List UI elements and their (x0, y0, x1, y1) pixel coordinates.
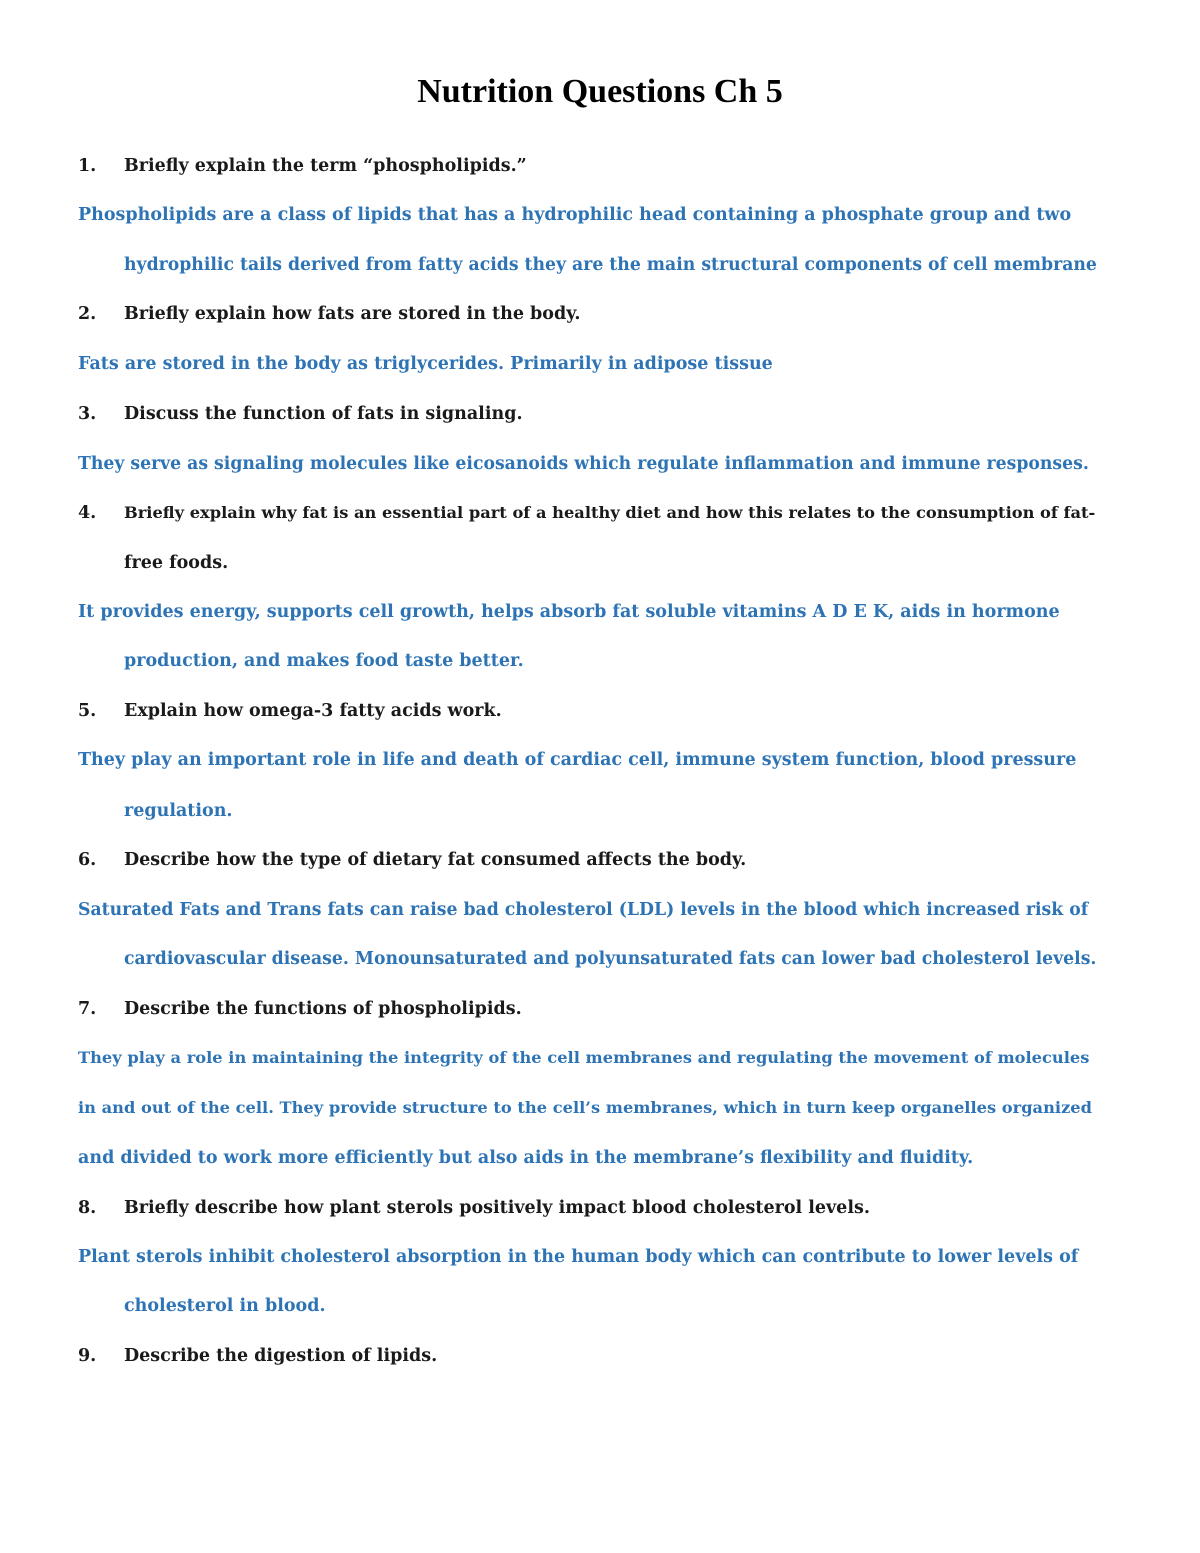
answer-text: hydrophilic tails derived from fatty acids they are the main structural components of cell membrane (124, 255, 1097, 275)
question-number: 4. (78, 503, 97, 523)
question-text: Briefly describe how plant sterols positively impact blood cholesterol levels. (124, 1198, 870, 1218)
question-text: Describe how the type of dietary fat consumed affects the body. (124, 850, 747, 870)
question-number: 2. (78, 304, 97, 324)
answer-text: Saturated Fats and Trans fats can raise bad cholesterol (LDL) levels in the blood which increased risk of (78, 900, 1089, 920)
question-text: Describe the functions of phospholipids. (124, 999, 522, 1019)
question-number: 3. (78, 404, 97, 424)
answer-text: They serve as signaling molecules like eicosanoids which regulate inflammation and immune responses. (78, 454, 1089, 474)
answer-text: cardiovascular disease. Monounsaturated and polyunsaturated fats can lower bad cholesterol levels. (124, 949, 1097, 969)
question-number: 6. (78, 850, 97, 870)
answer-text: It provides energy, supports cell growth, helps absorb fat soluble vitamins A D E K, aids in hormone (78, 602, 1060, 622)
answer-text: and divided to work more efficiently but also aids in the membrane’s flexibility and fluidity. (78, 1148, 974, 1168)
answer-text: They play an important role in life and death of cardiac cell, immune system function, blood pressure (78, 750, 1077, 770)
answer-text: cholesterol in blood. (124, 1296, 326, 1316)
question-text: Briefly explain how fats are stored in the body. (124, 304, 581, 324)
question-number: 8. (78, 1198, 97, 1218)
question-text: Briefly explain why fat is an essential part of a healthy diet and how this relates to the consumption of fat- (124, 503, 1096, 522)
question-number: 7. (78, 999, 97, 1019)
question-number: 1. (78, 156, 97, 176)
question-text: free foods. (124, 553, 229, 573)
answer-text: Fats are stored in the body as triglycerides. Primarily in adipose tissue (78, 354, 773, 374)
question-text: Explain how omega-3 fatty acids work. (124, 701, 502, 721)
answer-text: production, and makes food taste better. (124, 651, 524, 671)
question-text: Discuss the function of fats in signaling. (124, 404, 523, 424)
question-number: 9. (78, 1346, 97, 1366)
answer-text: in and out of the cell. They provide structure to the cell’s membranes, which in turn keep organelles organized (78, 1098, 1093, 1117)
document-title: Nutrition Questions Ch 5 (417, 73, 783, 110)
answer-text: They play a role in maintaining the integrity of the cell membranes and regulating the movement of molecules (78, 1048, 1090, 1067)
answer-text: Plant sterols inhibit cholesterol absorption in the human body which can contribute to lower levels of (78, 1247, 1079, 1267)
question-text: Describe the digestion of lipids. (124, 1346, 438, 1366)
answer-text: regulation. (124, 801, 233, 821)
question-number: 5. (78, 701, 97, 721)
question-text: Briefly explain the term “phospholipids.” (124, 156, 527, 176)
answer-text: Phospholipids are a class of lipids that has a hydrophilic head containing a phosphate group and two (78, 205, 1072, 225)
